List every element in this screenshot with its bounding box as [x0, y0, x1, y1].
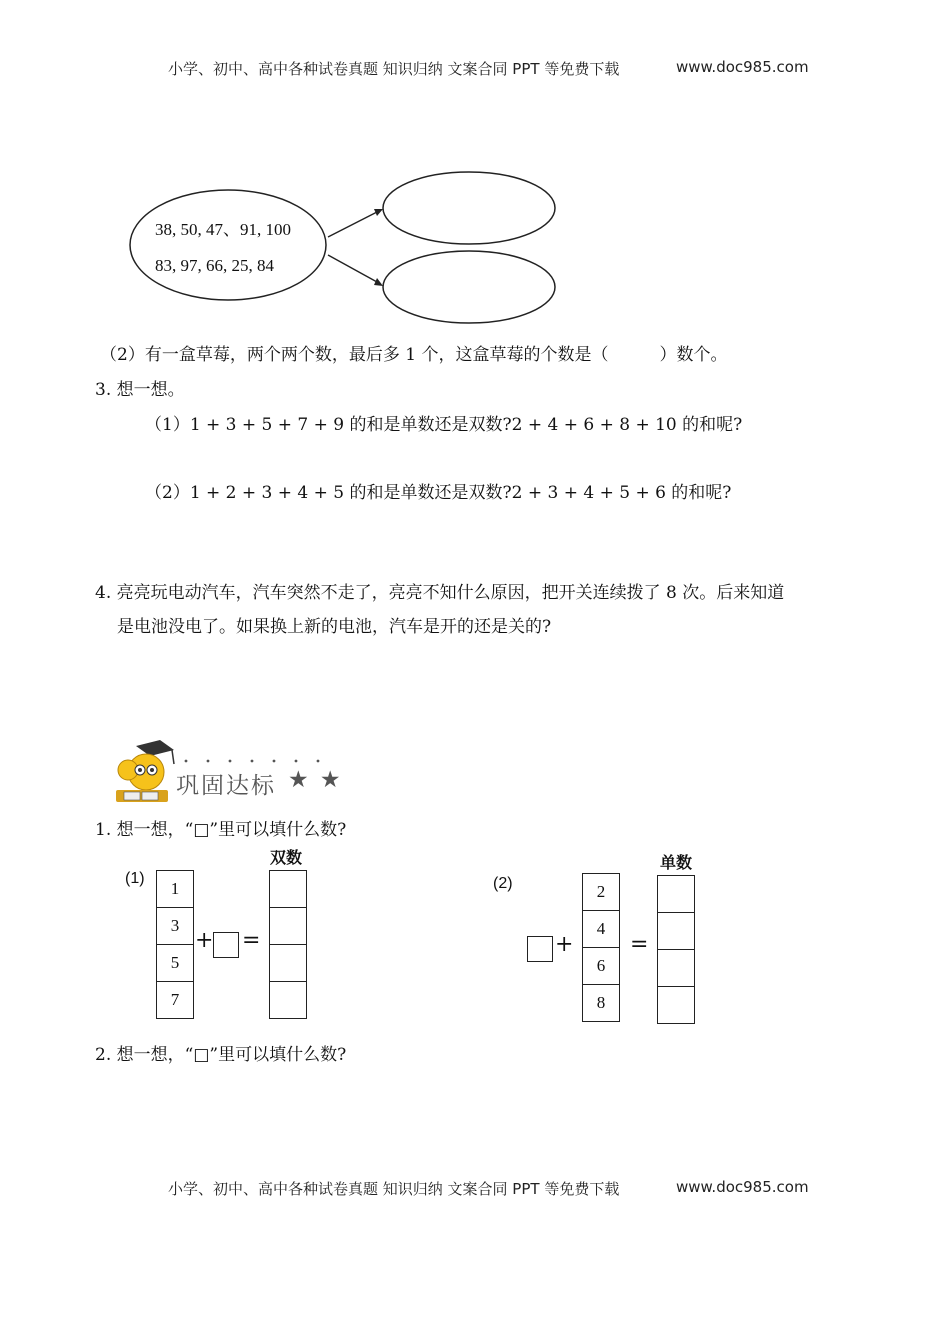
left-result-label: 双数	[270, 848, 303, 867]
question-4-line-1: 4. 亮亮玩电动汽车，汽车突然不走了，亮亮不知什么原因，把开关连续拨了 8 次。后来知道	[95, 583, 785, 603]
header-site: www.doc985.com	[676, 58, 809, 76]
left-number-cell: 7	[156, 981, 194, 1019]
right-group-label: (2)	[493, 875, 513, 892]
right-number-cell: 2	[582, 873, 620, 911]
left-number-cell: 1	[156, 870, 194, 908]
arrow-line-top	[328, 212, 377, 237]
right-result-cell[interactable]	[657, 912, 695, 950]
left-equals-sign: =	[242, 928, 261, 953]
section-stars: ★ ★	[288, 767, 343, 793]
right-blank-box[interactable]	[527, 936, 553, 962]
right-equals-sign: =	[630, 932, 649, 957]
right-number-cell: 4	[582, 910, 620, 948]
arrow-head-bottom	[374, 278, 383, 286]
right-number-cell: 6	[582, 947, 620, 985]
question-3-2: （2）1 + 2 + 3 + 4 + 5 的和是单数还是双数?2 + 3 + 4 + 5 + 6 的和呢?	[145, 483, 732, 503]
left-result-cell[interactable]	[269, 944, 307, 982]
header-text: 小学、初中、高中各种试卷真题 知识归纳 文案合同 PPT 等免费下载	[168, 60, 620, 78]
numbers-line-1: 38, 50, 47、91, 100	[155, 220, 291, 239]
arrow-line-bottom	[328, 255, 377, 282]
left-result-cell[interactable]	[269, 907, 307, 945]
right-number-cell: 8	[582, 984, 620, 1022]
right-result-cell[interactable]	[657, 986, 695, 1024]
question-2-2: （2）有一盒草莓，两个两个数，最后多 1 个，这盒草莓的个数是（ ）数个。	[100, 345, 728, 365]
right-plus-sign: +	[555, 932, 574, 957]
footer-text: 小学、初中、高中各种试卷真题 知识归纳 文案合同 PPT 等免费下载	[168, 1180, 620, 1198]
left-number-cell: 5	[156, 944, 194, 982]
left-result-cell[interactable]	[269, 981, 307, 1019]
question-4-line-2: 是电池没电了。如果换上新的电池，汽车是开的还是关的?	[117, 617, 552, 637]
footer-site: www.doc985.com	[676, 1178, 809, 1196]
left-plus-sign: +	[195, 928, 214, 953]
right-result-cell[interactable]	[657, 875, 695, 913]
right-result-cell[interactable]	[657, 949, 695, 987]
classification-diagram	[125, 165, 565, 335]
left-group-label: (1)	[125, 870, 145, 887]
question-3-1: （1）1 + 3 + 5 + 7 + 9 的和是单数还是双数?2 + 4 + 6 + 8 + 10 的和呢?	[145, 415, 743, 435]
source-ellipse	[130, 190, 326, 300]
practice-2-title: 2. 想一想，“□”里可以填什么数?	[95, 1045, 347, 1065]
question-3-title: 3. 想一想。	[95, 380, 185, 400]
mascot-icon	[108, 738, 178, 808]
numbers-line-2: 83, 97, 66, 25, 84	[155, 256, 274, 275]
left-result-cell[interactable]	[269, 870, 307, 908]
section-dots	[178, 757, 328, 765]
left-number-cell: 3	[156, 907, 194, 945]
target-ellipse-bottom	[383, 251, 555, 323]
left-blank-box[interactable]	[213, 932, 239, 958]
target-ellipse-top	[383, 172, 555, 244]
practice-1-title: 1. 想一想，“□”里可以填什么数?	[95, 820, 347, 840]
section-title: 巩固达标	[176, 773, 276, 799]
right-result-label: 单数	[660, 853, 693, 872]
